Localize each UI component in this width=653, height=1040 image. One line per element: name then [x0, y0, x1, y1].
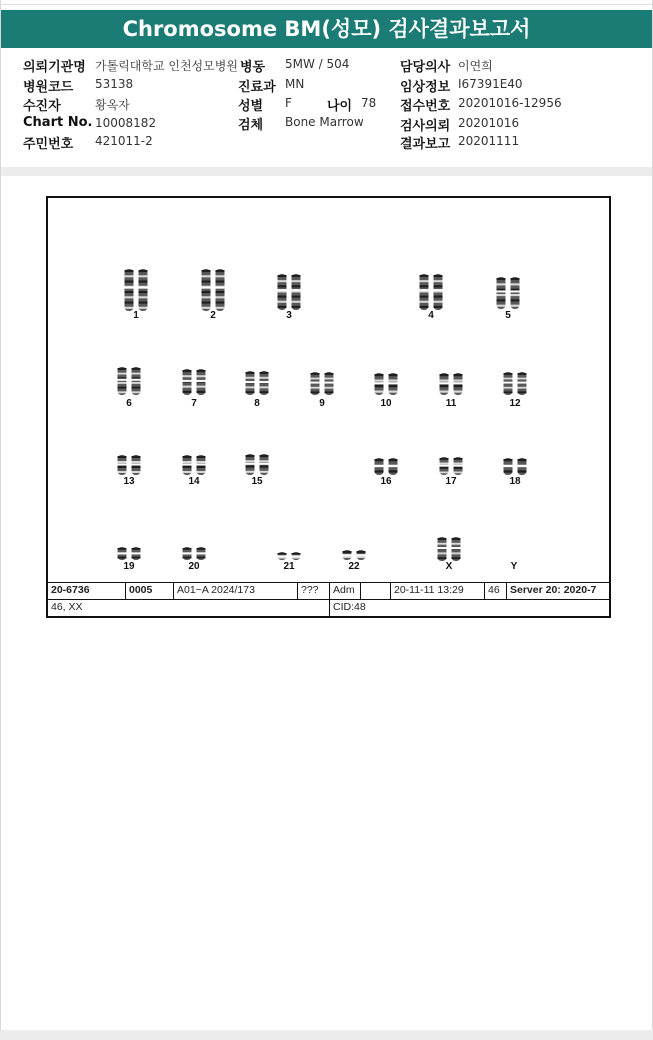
chromosome-pair-22 [339, 549, 369, 561]
request-value: 20201016 [458, 116, 520, 130]
chromosome-pair-16 [371, 457, 401, 476]
chart-no-label: Chart No. [23, 115, 93, 130]
ward-label: 병동 [240, 60, 266, 75]
chromosome-label-11: 11 [445, 398, 457, 409]
specimen-label: 검체 [238, 118, 264, 133]
chromosome-pair-6 [114, 366, 144, 396]
doctor-label: 담당의사 [400, 60, 451, 75]
chromosome-label-2: 2 [210, 310, 216, 321]
chromosome-label-21: 21 [283, 561, 295, 572]
chromosome-label-Y: Y [510, 561, 518, 572]
meta-empty [361, 583, 391, 599]
report-label: 결과보고 [400, 137, 451, 152]
chromosome-pair-9 [307, 371, 337, 396]
meta-unknown: ??? [298, 583, 330, 599]
sex-value: F [285, 96, 292, 110]
chromosome-label-7: 7 [191, 398, 197, 409]
doctor-value: 이연희 [458, 59, 493, 73]
id-label: 주민번호 [23, 137, 74, 152]
chromosome-label-10: 10 [380, 398, 392, 409]
chromosome-label-12: 12 [509, 398, 521, 409]
chromosome-label-6: 6 [126, 398, 132, 409]
meta-row-1 [48, 582, 609, 599]
patient-info-panel [0, 52, 653, 166]
chromosome-label-16: 16 [380, 476, 392, 487]
chromosome-label-5: 5 [505, 310, 511, 321]
chromosome-label-X: X [445, 561, 453, 572]
age-value: 78 [361, 96, 377, 110]
meta-slide: A01~A 2024/173 [174, 583, 298, 599]
chromosome-label-18: 18 [509, 476, 521, 487]
report-title: Chromosome BM(성모) 검사결과보고서 [1, 10, 652, 48]
receipt-no-value: 20201016-12956 [458, 96, 562, 110]
chromosome-pair-4 [416, 273, 446, 311]
chromosome-pair-12 [500, 371, 530, 396]
hospital-code-label: 병원코드 [23, 80, 74, 95]
patient-label: 수진자 [23, 99, 61, 114]
chromosome-label-9: 9 [319, 398, 325, 409]
chromosome-label-8: 8 [254, 398, 260, 409]
chromosome-label-15: 15 [251, 476, 263, 487]
meta-count: 46 [485, 583, 507, 599]
chromosome-pair-17 [436, 456, 466, 476]
chromosome-label-19: 19 [123, 561, 135, 572]
chromosome-pair-19 [114, 546, 144, 561]
chromosome-pair-8 [242, 370, 272, 396]
karyotype-result: 46, XX [48, 600, 330, 616]
chromosome-pair-14 [179, 454, 209, 476]
clinical-info-value: I67391E40 [458, 77, 523, 91]
specimen-value: Bone Marrow [285, 115, 364, 129]
chromosome-pair-15 [242, 453, 272, 476]
clinical-info-label: 임상정보 [400, 80, 451, 95]
chromosome-pair-11 [436, 372, 466, 396]
chromosome-pair-2 [198, 268, 228, 312]
meta-case-no: 20-6736 [48, 583, 126, 599]
institution-value: 가톨릭대학교 인천성모병원 [95, 59, 238, 73]
request-label: 검사의뢰 [400, 119, 451, 134]
patient-value: 황옥자 [95, 98, 130, 112]
chromosome-pair-1 [121, 268, 151, 312]
section-separator [1, 167, 652, 176]
age-label: 나이 [327, 99, 353, 114]
ward-value: 5MW / 504 [285, 57, 350, 71]
chromosome-label-4: 4 [428, 310, 434, 321]
meta-cell-no: 0005 [126, 583, 174, 599]
chromosome-label-14: 14 [188, 476, 200, 487]
institution-label: 의뢰기관명 [23, 60, 86, 75]
chromosome-pair-10 [371, 372, 401, 396]
karyotype-cid: CID:48 [333, 601, 366, 613]
bottom-bar [0, 1030, 653, 1040]
report-value: 20201111 [458, 134, 520, 148]
karyotype-meta-table [48, 582, 609, 616]
chromosome-label-22: 22 [348, 561, 360, 572]
chromosome-pair-21 [274, 551, 304, 561]
meta-datetime: 20-11-11 13:29 [391, 583, 485, 599]
hospital-code-value: 53138 [95, 77, 134, 91]
sex-label: 성별 [238, 99, 264, 114]
chromosome-pair-3 [274, 273, 304, 311]
chart-no-value: 10008182 [95, 116, 157, 130]
chromosome-label-1: 1 [133, 310, 139, 321]
dept-value: MN [285, 77, 305, 91]
chromosome-pair-13 [114, 454, 144, 476]
meta-row-2 [48, 599, 609, 616]
top-rule [1, 4, 652, 5]
chromosome-pair-18 [500, 457, 530, 476]
meta-server: Server 20: 2020-7 [510, 584, 597, 596]
chromosome-label-3: 3 [286, 310, 292, 321]
id-value: 421011-2 [95, 134, 153, 148]
chromosome-pair-7 [179, 368, 209, 396]
receipt-no-label: 접수번호 [400, 99, 451, 114]
chromosome-label-17: 17 [445, 476, 457, 487]
chromosome-pair-20 [179, 546, 209, 561]
chromosome-pair-5 [493, 276, 523, 310]
chromosome-pair-X [434, 536, 464, 562]
chromosome-label-20: 20 [188, 561, 200, 572]
dept-label: 진료과 [238, 80, 276, 95]
meta-adm: Adm [330, 583, 361, 599]
chromosome-label-13: 13 [123, 476, 135, 487]
karyotype-image [46, 196, 611, 618]
